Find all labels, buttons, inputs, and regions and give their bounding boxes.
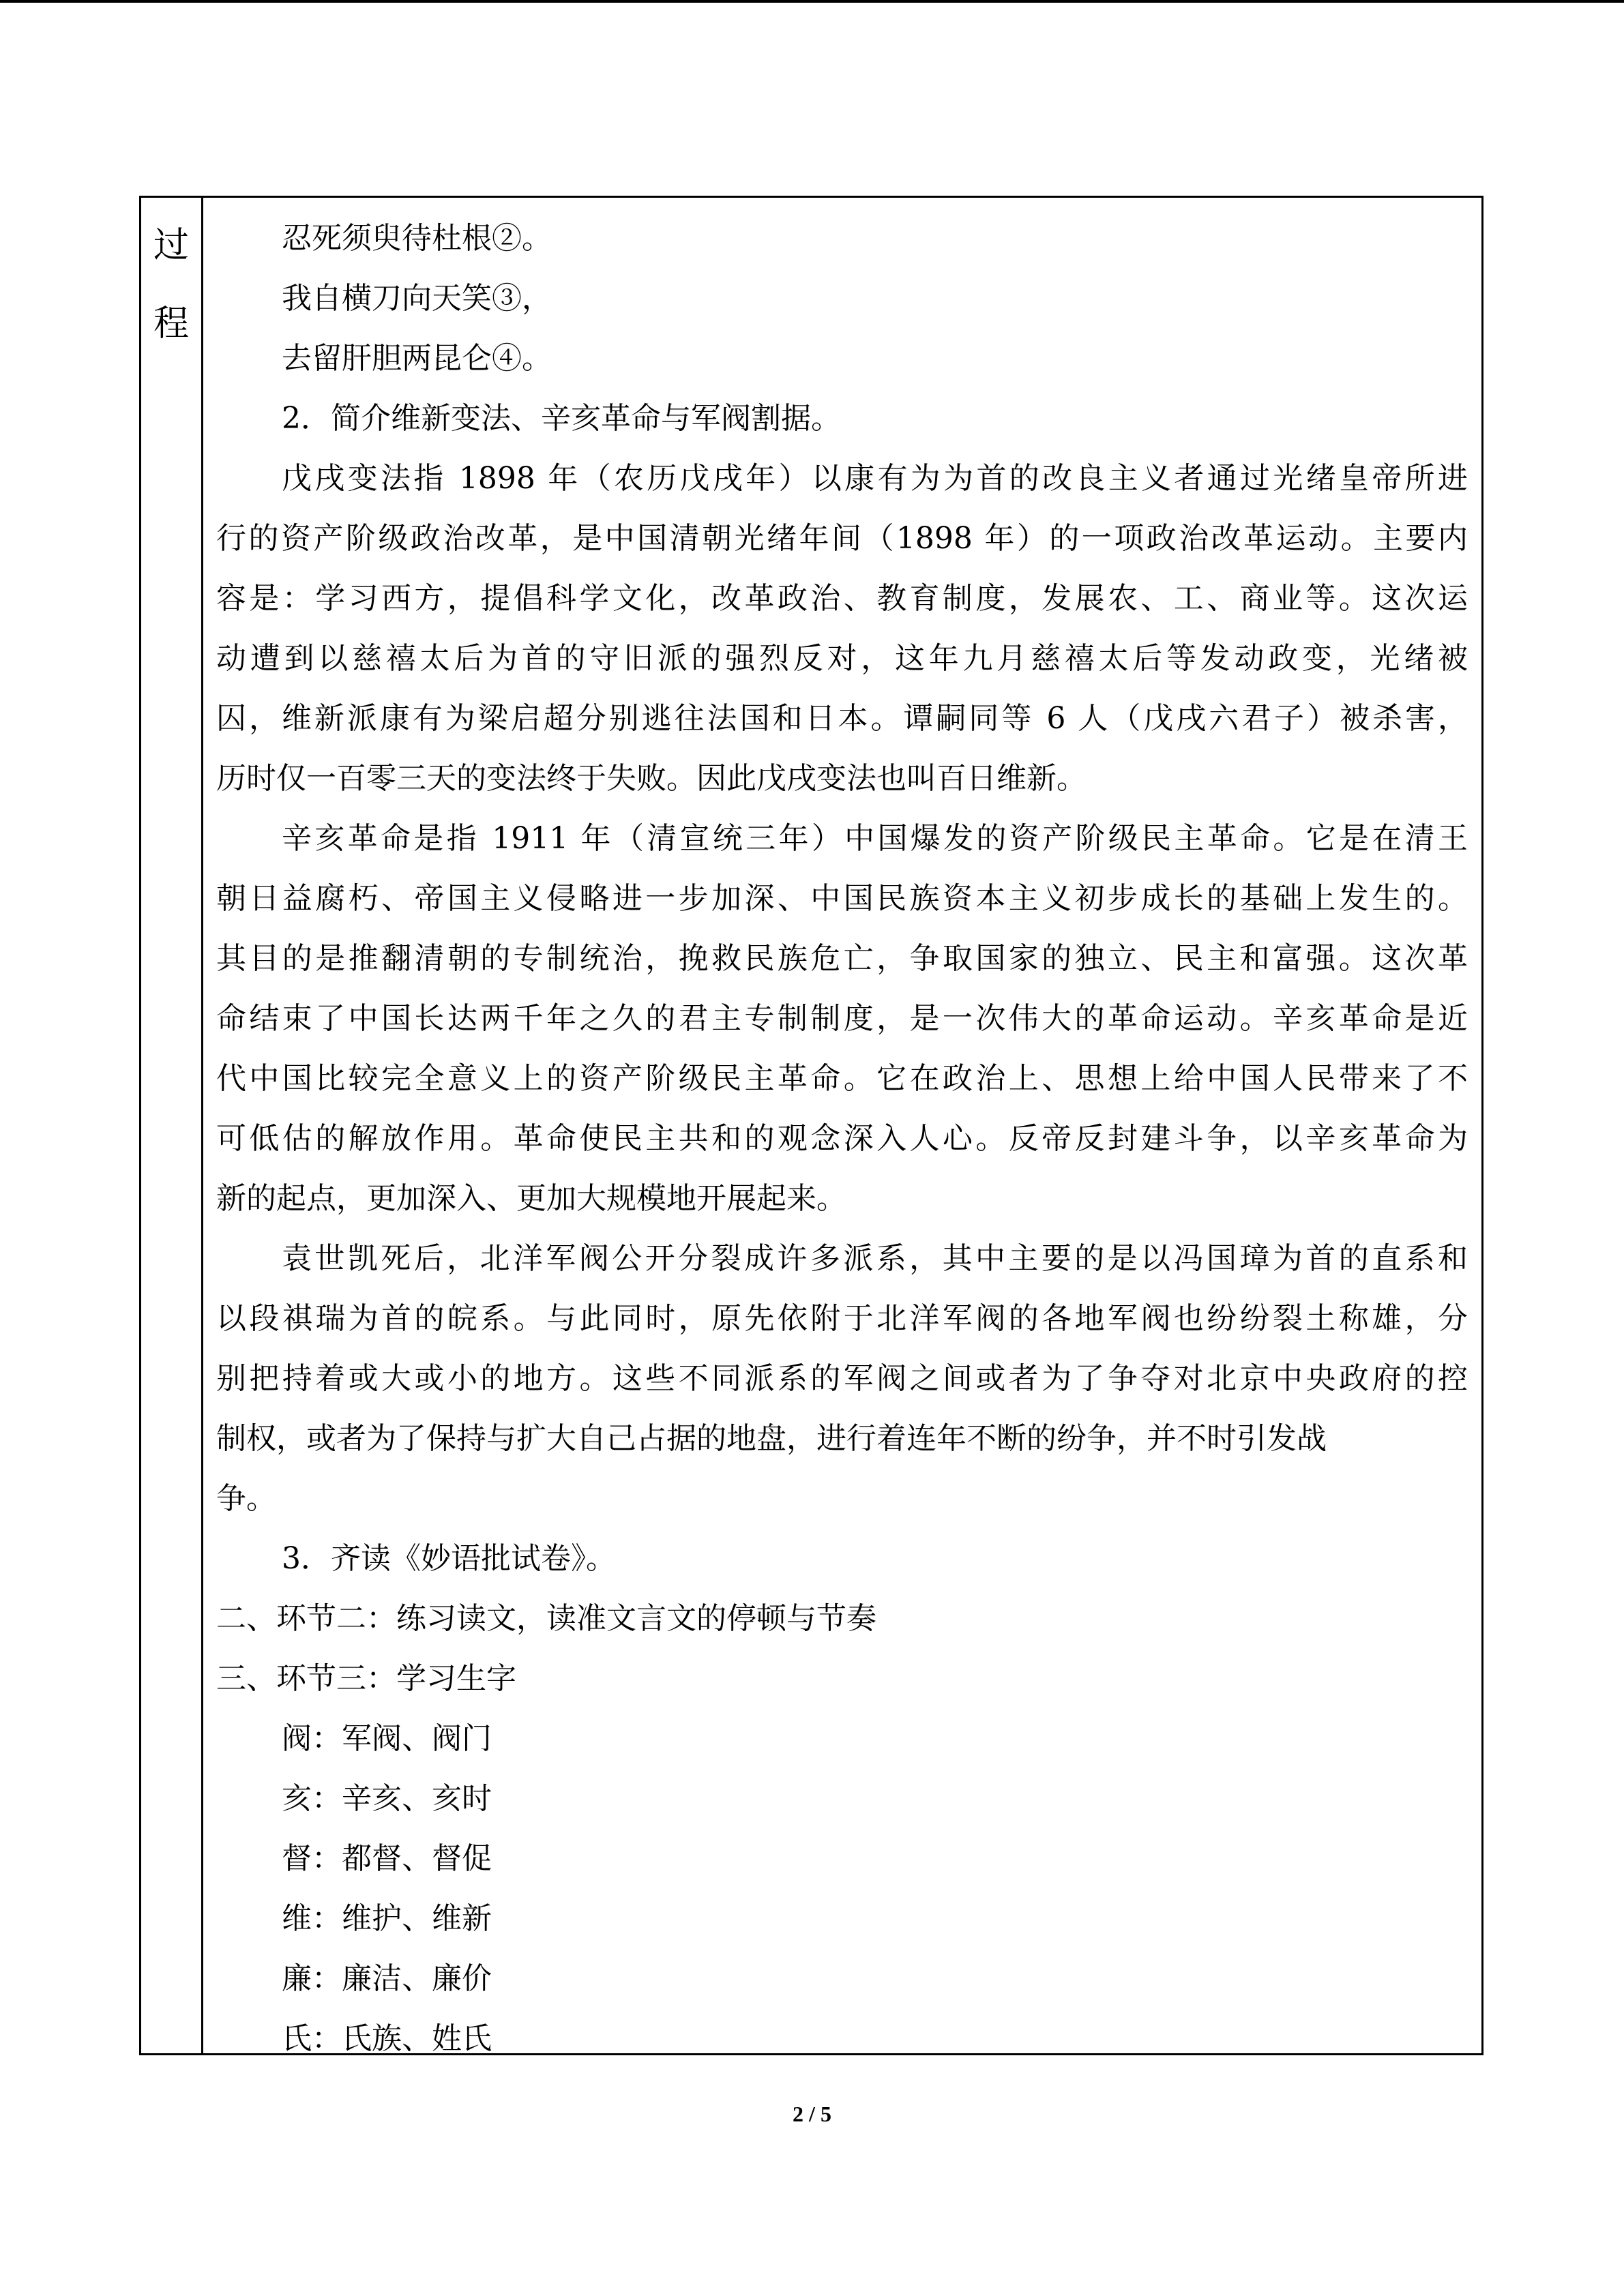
paragraph-line: 袁世凯死后，北洋军阀公开分裂成许多派系，其中主要的是以冯国璋为首的直系和 [282, 1241, 1468, 1276]
paragraph-line: 其目的是推翻清朝的专制统治，挽救民族危亡，争取国家的独立、民主和富强。这次革 [216, 941, 1468, 976]
paragraph-line: 动遭到以慈禧太后为首的守旧派的强烈反对，这年九月慈禧太后等发动政变，光绪被 [216, 641, 1468, 676]
paragraph-line: 戊戌变法指 1898 年（农历戊戌年）以康有为为首的改良主义者通过光绪皇帝所进 [282, 461, 1468, 496]
content-cell [216, 209, 1468, 2069]
page-top-border [0, 0, 1624, 3]
vocab-item: 阀：军阀、阀门 [282, 1721, 492, 1756]
paragraph-line: 囚，维新派康有为梁启超分别逃往法国和日本。谭嗣同等 6 人（戊戌六君子）被杀害， [216, 701, 1468, 736]
poem-line: 忍死须臾待杜根②。 [282, 221, 552, 256]
paragraph-line: 以段祺瑞为首的皖系。与此同时，原先依附于北洋军阀的各地军阀也纷纷裂土称雄，分 [216, 1301, 1468, 1336]
paragraph-line: 历时仅一百零三天的变法终于失败。因此戊戌变法也叫百日维新。 [216, 761, 1087, 796]
paragraph-line: 辛亥革命是指 1911 年（清宣统三年）中国爆发的资产阶级民主革命。它是在清王 [282, 821, 1468, 856]
vocab-item: 亥：辛亥、亥时 [282, 1781, 492, 1816]
section-label-cell [141, 198, 203, 2053]
paragraph-line: 新的起点，更加深入、更加大规模地开展起来。 [216, 1181, 846, 1216]
vocab-item: 维：维护、维新 [282, 1901, 492, 1936]
paragraph-line: 朝日益腐朽、帝国主义侵略进一步加深、中国民族资本主义初步成长的基础上发生的。 [216, 881, 1468, 916]
paragraph-line: 争。 [216, 1481, 276, 1516]
paragraph-line: 容是：学习西方，提倡科学文化，改革政治、教育制度，发展农、工、商业等。这次运 [216, 581, 1468, 616]
page-number: 2 / 5 [793, 2102, 831, 2126]
lesson-table [139, 196, 1483, 2055]
paragraph-line: 制权，或者为了保持与扩大自己占据的地盘，进行着连年不断的纷争，并不时引发战 [216, 1421, 1327, 1456]
vocab-item: 氏：氏族、姓氏 [282, 2021, 492, 2056]
section-heading: 二、环节二：练习读文，读准文言文的停顿与节奏 [216, 1601, 876, 1636]
paragraph-line: 代中国比较完全意义上的资产阶级民主革命。它在政治上、思想上给中国人民带来了不 [216, 1061, 1468, 1096]
section-label-char-2: 程 [153, 303, 189, 344]
section-heading: 3．齐读《妙语批试卷》。 [282, 1541, 616, 1576]
section-label-char-1: 过 [153, 225, 189, 266]
paragraph-line: 别把持着或大或小的地方。这些不同派系的军阀之间或者为了争夺对北京中央政府的控 [216, 1361, 1468, 1396]
paragraph-line: 可低估的解放作用。革命使民主共和的观念深入人心。反帝反封建斗争，以辛亥革命为 [216, 1121, 1468, 1156]
vocab-item: 督：都督、督促 [282, 1841, 492, 1876]
paragraph-line: 行的资产阶级政治改革，是中国清朝光绪年间（1898 年）的一项政治改革运动。主要内 [216, 521, 1468, 556]
paragraph-line: 命结束了中国长达两千年之久的君主专制制度，是一次伟大的革命运动。辛亥革命是近 [216, 1001, 1468, 1036]
poem-line: 去留肝胆两昆仑④。 [282, 341, 552, 376]
section-heading: 三、环节三：学习生字 [216, 1661, 516, 1696]
poem-line: 我自横刀向天笑③， [282, 281, 552, 316]
vocab-item: 廉：廉洁、廉价 [282, 1961, 492, 1996]
section-heading: 2．简介维新变法、辛亥革命与军阀割据。 [282, 401, 841, 436]
